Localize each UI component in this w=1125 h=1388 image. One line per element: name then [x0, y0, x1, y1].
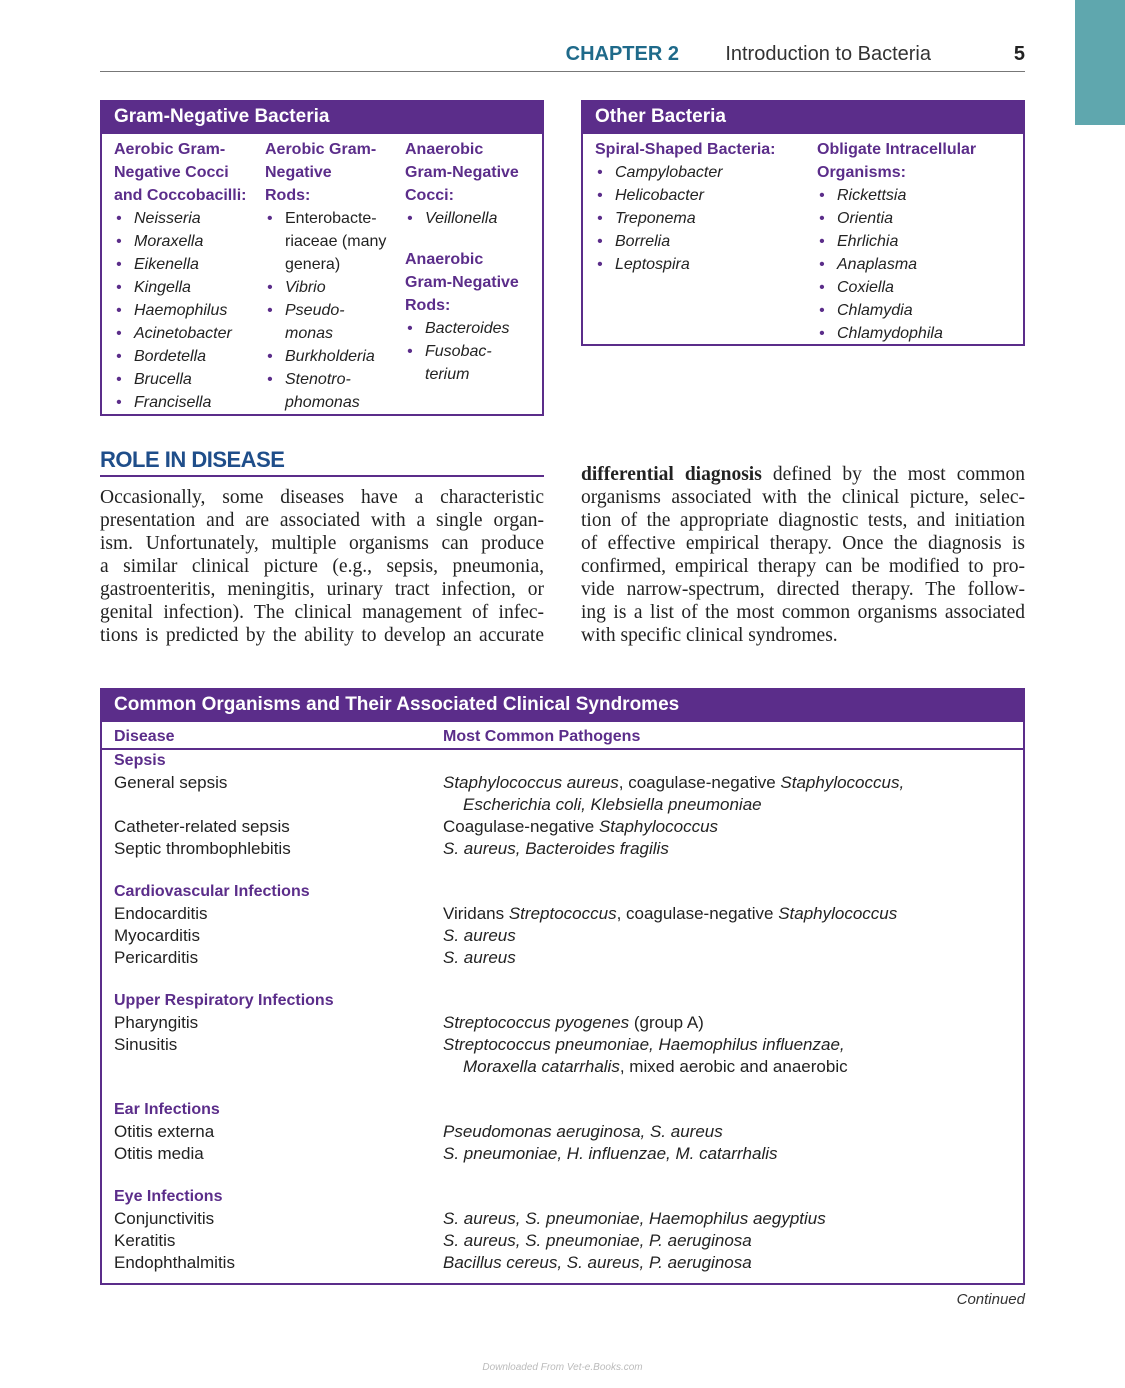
pathogen-cell: Streptococcus pyogenes (group A) [443, 1013, 704, 1032]
role-paragraph-left: Occasionally, some diseases have a characteristic presentation and are associated with a single organ- ism. Unfortunately, multiple organisms can produce a similar clinical picture (e.g., sepsis, pneumonia, gastroenteritis, meningitis, urinary tract infection, or genital infection). The clinical management of infec- tions is predicted by the ability to develop an accurate [100, 487, 544, 646]
list-item: • Coxiella [817, 276, 1022, 299]
list-item: • Acinetobacter [114, 322, 264, 345]
table-row [102, 1143, 1023, 1165]
gram-negative-title: Gram-Negative Bacteria [102, 102, 542, 134]
list-item: • Pseudo- monas [265, 299, 400, 345]
col-pathogens-header: Most Common Pathogens [443, 728, 641, 745]
disease-cell: Otitis media [114, 1144, 204, 1163]
list-item: • Campylobacter [595, 161, 810, 184]
list-item: • Rickettsia [817, 184, 1022, 207]
role-paragraph-right: differential diagnosis defined by the most common organisms associated with the clinical picture, selec- tion of the appropriate diagnostic tests, and initiation of effective empirical therapy. Once the diagnosis is confirmed, empirical therapy can be modified to pro- vide narrow-spectrum, directed therapy. The follow- ing is a list of the most common organisms associated with specific clinical syndromes. [581, 464, 1025, 646]
col-disease-header: Disease [114, 728, 175, 745]
gn-col1-heading: Aerobic Gram- Negative Cocci and Coccobacilli: [114, 141, 247, 204]
table-header [102, 720, 1023, 750]
gn-col3a-list [405, 207, 540, 230]
ob-col1-list [595, 161, 810, 276]
section-heading: Ear Infections [114, 1101, 220, 1118]
syndromes-table [100, 688, 1025, 1285]
gn-col2-list [265, 207, 400, 414]
gn-col3b-list [405, 317, 540, 386]
pathogen-cell: S. aureus, S. pneumoniae, P. aeruginosa [443, 1231, 752, 1250]
chapter-label: CHAPTER 2 [565, 43, 679, 65]
section-heading: Cardiovascular Infections [114, 883, 310, 900]
pathogen-cell: S. aureus [443, 948, 516, 967]
other-bacteria-title: Other Bacteria [583, 102, 1023, 134]
list-item: • Anaplasma [817, 253, 1022, 276]
list-item: • Borrelia [595, 230, 810, 253]
section-heading: Eye Infections [114, 1188, 223, 1205]
gram-negative-box [100, 100, 544, 416]
list-item: • Burkholderia [265, 345, 400, 368]
disease-cell: Septic thrombophlebitis [114, 839, 291, 858]
list-item: • Haemophilus [114, 299, 264, 322]
list-item: • Vibrio [265, 276, 400, 299]
term-differential-diagnosis: differential diagnosis [581, 464, 762, 485]
ob-col1 [595, 138, 810, 276]
ob-col2-heading: Obligate Intracellular Organisms: [817, 141, 977, 181]
list-item: • Veillonella [405, 207, 540, 230]
download-watermark: Downloaded From Vet-e.Books.com [482, 1362, 643, 1373]
gn-col3b-heading: Anaerobic Gram-Negative Rods: [405, 251, 519, 314]
table-body [102, 750, 1023, 1274]
list-item: • Chlamydophila [817, 322, 1022, 345]
table-row [102, 1252, 1023, 1274]
pathogen-cell: S. aureus [443, 926, 516, 945]
section-title: ROLE IN DISEASE [100, 447, 544, 477]
gn-col3 [405, 138, 540, 386]
list-item: • Enterobacte- riaceae (many genera) [265, 207, 400, 276]
table-row [102, 947, 1023, 969]
list-item: • Chlamydia [817, 299, 1022, 322]
pathogen-cell: S. aureus, Bacteroides fragilis [443, 839, 669, 858]
page-number: 5 [1013, 43, 1025, 65]
list-item: • Helicobacter [595, 184, 810, 207]
disease-cell: Catheter-related sepsis [114, 817, 290, 836]
gn-col1-list [114, 207, 264, 414]
disease-cell: Keratitis [114, 1231, 176, 1250]
list-item: • Moraxella [114, 230, 264, 253]
continued-note: Continued [956, 1291, 1025, 1308]
table-row [102, 772, 1023, 816]
running-header [100, 43, 1025, 72]
list-item: • Neisseria [114, 207, 264, 230]
gn-col2 [265, 138, 400, 414]
list-item: • Fusobac- terium [405, 340, 540, 386]
table-row [102, 1012, 1023, 1034]
disease-cell: Conjunctivitis [114, 1209, 215, 1228]
ob-col2 [817, 138, 1022, 345]
list-item: • Brucella [114, 368, 264, 391]
list-item: • Leptospira [595, 253, 810, 276]
gn-col3a-heading: Anaerobic Gram-Negative Cocci: [405, 141, 519, 204]
disease-cell: General sepsis [114, 773, 228, 792]
pathogen-cell: S. pneumoniae, H. influenzae, M. catarrhalis [443, 1144, 778, 1163]
disease-cell: Otitis externa [114, 1122, 215, 1141]
disease-cell: Pharyngitis [114, 1013, 199, 1032]
disease-cell: Endocarditis [114, 904, 208, 923]
table-row [102, 1034, 1023, 1078]
table-row [102, 903, 1023, 925]
list-item: • Bacteroides [405, 317, 540, 340]
list-item: • Orientia [817, 207, 1022, 230]
table-row [102, 1230, 1023, 1252]
disease-cell: Pericarditis [114, 948, 199, 967]
section-heading: Sepsis [114, 752, 166, 769]
list-item: • Kingella [114, 276, 264, 299]
other-bacteria-box [581, 100, 1025, 346]
list-item: • Stenotro- phomonas [265, 368, 400, 414]
table-row [102, 925, 1023, 947]
pathogen-cell: Coagulase-negative Staphylococcus [443, 817, 719, 836]
ob-col1-heading: Spiral-Shaped Bacteria: [595, 141, 776, 158]
gn-col2-heading: Aerobic Gram- Negative Rods: [265, 141, 377, 204]
table-row [102, 1121, 1023, 1143]
gn-col1 [114, 138, 264, 414]
pathogen-cell: S. aureus, S. pneumoniae, Haemophilus aegyptius [443, 1209, 826, 1228]
pathogen-cell: Streptococcus pneumoniae, Haemophilus influenzae, Moraxella catarrhalis, mixed aerobic and anaerobic [443, 1035, 848, 1076]
pathogen-cell: Bacillus cereus, S. aureus, P. aeruginosa [443, 1253, 752, 1272]
syndromes-title: Common Organisms and Their Associated Clinical Syndromes [102, 690, 1023, 722]
list-item: • Eikenella [114, 253, 264, 276]
section-heading: Upper Respiratory Infections [114, 992, 334, 1009]
pathogen-cell: Staphylococcus aureus, coagulase-negative Staphylococcus, Escherichia coli, Klebsiella pneumoniae [443, 773, 905, 814]
list-item: • Treponema [595, 207, 810, 230]
table-row [102, 838, 1023, 860]
list-item: • Francisella [114, 391, 264, 414]
disease-cell: Sinusitis [114, 1035, 178, 1054]
table-row [102, 816, 1023, 838]
chapter-tab [1075, 0, 1125, 125]
list-item: • Ehrlichia [817, 230, 1022, 253]
pathogen-cell: Pseudomonas aeruginosa, S. aureus [443, 1122, 723, 1141]
disease-cell: Endophthalmitis [114, 1253, 235, 1272]
disease-cell: Myocarditis [114, 926, 200, 945]
table-row [102, 1208, 1023, 1230]
list-item: • Bordetella [114, 345, 264, 368]
ob-col2-list [817, 184, 1022, 345]
chapter-title: Introduction to Bacteria [725, 43, 931, 65]
pathogen-cell: Viridans Streptococcus, coagulase-negative Staphylococcus [443, 904, 898, 923]
